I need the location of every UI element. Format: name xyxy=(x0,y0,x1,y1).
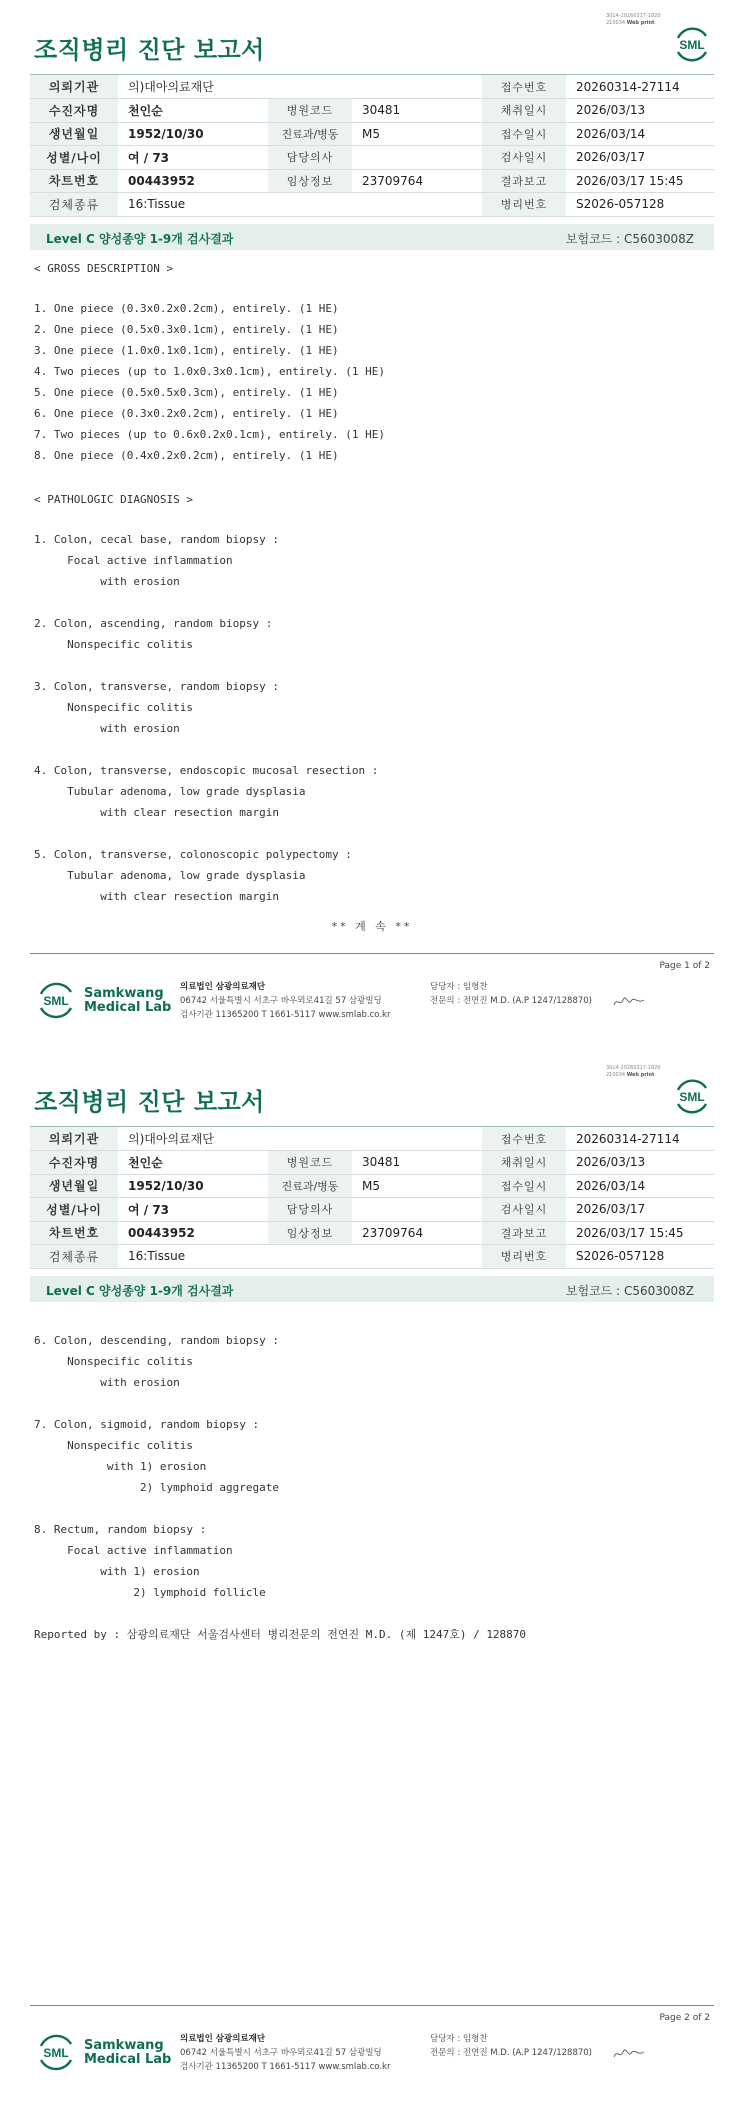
value-institution: 의)대아의료재단 xyxy=(118,75,482,99)
value-patient-name: 천인순 xyxy=(118,1151,268,1175)
text-line: Tubular adenoma, low grade dysplasia xyxy=(34,869,306,882)
info-row xyxy=(30,1245,714,1269)
label-report-date: 결과보고 xyxy=(482,1221,566,1245)
test-level-label: Level C 양성종양 1-9개 검사결과 xyxy=(46,1284,234,1298)
reported-by: Reported by : 삼광의료재단 서울검사센터 병리전문의 전연진 M.D. (제 1247호) / 128870 xyxy=(34,1628,527,1641)
staff-name: 임형찬 xyxy=(462,2034,488,2044)
org-name: 의료법인 삼광의료재단 xyxy=(180,2034,266,2044)
label-chart-no: 차트번호 xyxy=(30,169,118,193)
label-department: 진료과/병동 xyxy=(268,1174,352,1198)
diagnosis-lines xyxy=(34,529,378,907)
report-page-2 xyxy=(0,1052,744,2104)
value-hospital-code: 30481 xyxy=(352,1151,482,1175)
label-department: 진료과/병동 xyxy=(268,122,352,146)
value-receipt-date: 2026/03/14 xyxy=(566,1174,714,1198)
label-collection-date: 채취일시 xyxy=(482,99,566,123)
label-sex-age: 성별/나이 xyxy=(30,146,118,170)
text-line: Nonspecific colitis xyxy=(34,1355,193,1368)
footer-sml-logo xyxy=(36,2032,76,2072)
label-receipt-date: 접수일시 xyxy=(482,122,566,146)
specialist-label: 전문의 : xyxy=(430,2048,461,2058)
value-collection-date: 2026/03/13 xyxy=(566,99,714,123)
report-title: 조직병리 진단 보고서 xyxy=(34,36,265,64)
text-line xyxy=(34,739,378,760)
value-department: M5 xyxy=(352,1174,482,1198)
label-institution: 의뢰기관 xyxy=(30,1127,118,1151)
label-report-date: 결과보고 xyxy=(482,169,566,193)
info-row xyxy=(30,169,714,193)
value-hospital-code: 30481 xyxy=(352,99,482,123)
value-report-date: 2026/03/17 15:45 xyxy=(566,1221,714,1245)
gross-description xyxy=(34,298,385,466)
text-line: Nonspecific colitis xyxy=(34,701,193,714)
value-collection-date: 2026/03/13 xyxy=(566,1151,714,1175)
text-line: with clear resection margin xyxy=(34,806,280,819)
gross-header: < GROSS DESCRIPTION > xyxy=(34,262,174,275)
staff-label: 담당자 : xyxy=(430,2034,461,2044)
staff-label: 담당자 : xyxy=(430,982,461,992)
value-specimen: 16:Tissue xyxy=(118,1245,482,1269)
report-title: 조직병리 진단 보고서 xyxy=(34,1088,265,1116)
label-pathology-no: 병리번호 xyxy=(482,193,566,217)
stamp-line-1: 3014-20260317-1820 xyxy=(606,13,661,19)
continued-marker: ** 계 속 ** xyxy=(331,920,413,933)
text-line: 5. Colon, transverse, colonoscopic polypectomy : xyxy=(34,848,352,861)
value-pathology-no: S2026-057128 xyxy=(566,193,714,217)
text-line: Focal active inflammation xyxy=(34,1544,233,1557)
footer-brand xyxy=(84,987,171,1015)
footer-brand xyxy=(84,2039,171,2067)
label-exam-date: 검사일시 xyxy=(482,146,566,170)
label-birth-date: 생년월일 xyxy=(30,122,118,146)
svg-text:SML: SML xyxy=(679,38,705,52)
test-level-band xyxy=(30,224,714,250)
text-line: 7. Colon, sigmoid, random biopsy : xyxy=(34,1418,260,1431)
svg-text:SML: SML xyxy=(43,2046,69,2060)
label-birth-date: 생년월일 xyxy=(30,1174,118,1198)
label-collection-date: 채취일시 xyxy=(482,1151,566,1175)
value-exam-date: 2026/03/17 xyxy=(566,146,714,170)
diagnosis-lines xyxy=(34,1330,279,1603)
text-line: 2) lymphoid follicle xyxy=(34,1586,266,1599)
text-line: 3. Colon, transverse, random biopsy : xyxy=(34,680,280,693)
label-receipt-no: 접수번호 xyxy=(482,1127,566,1151)
stamp-line-1: 3014-20260317-1820 xyxy=(606,1065,661,1071)
signature-image xyxy=(612,2047,646,2061)
org-name: 의료법인 삼광의료재단 xyxy=(180,982,266,992)
text-line: Tubular adenoma, low grade dysplasia xyxy=(34,785,306,798)
address: 06742 서울특별시 서초구 바우뫼로41길 57 삼광빌딩 xyxy=(180,2048,382,2058)
value-doctor xyxy=(352,146,482,170)
value-report-date: 2026/03/17 15:45 xyxy=(566,169,714,193)
info-row xyxy=(30,75,714,99)
lab-info: 검사기관 11365200 T 1661-5117 www.smlab.co.kr xyxy=(180,1010,391,1020)
label-chart-no: 차트번호 xyxy=(30,1221,118,1245)
label-pathology-no: 병리번호 xyxy=(482,1245,566,1269)
value-clinical-info: 23709764 xyxy=(352,169,482,193)
patient-info-table xyxy=(30,75,714,217)
text-line: with 1) erosion xyxy=(34,1460,207,1473)
label-patient-name: 수진자명 xyxy=(30,1151,118,1175)
insurance-code: 보험코드 : C5603008Z xyxy=(565,1284,694,1298)
label-institution: 의뢰기관 xyxy=(30,75,118,99)
info-row xyxy=(30,122,714,146)
text-line: with erosion xyxy=(34,1376,180,1389)
stamp-line-2: 210034 xyxy=(606,20,626,26)
value-receipt-date: 2026/03/14 xyxy=(566,122,714,146)
text-line xyxy=(34,823,378,844)
value-birth-date: 1952/10/30 xyxy=(118,1174,268,1198)
text-line: 8. Rectum, random biopsy : xyxy=(34,1523,207,1536)
specialist-name: 전연진 M.D. (A.P 1247/128870) xyxy=(462,996,592,1006)
value-department: M5 xyxy=(352,122,482,146)
specialist-name: 전연진 M.D. (A.P 1247/128870) xyxy=(462,2048,592,2058)
footer-address xyxy=(180,2032,390,2074)
brand-line-2: Medical Lab xyxy=(84,2052,172,2067)
text-line: 6. Colon, descending, random biopsy : xyxy=(34,1334,280,1347)
text-line: 2. One piece (0.5x0.3x0.1cm), entirely. (1 HE) xyxy=(34,323,339,336)
address: 06742 서울특별시 서초구 바우뫼로41길 57 삼광빌딩 xyxy=(180,996,382,1006)
info-row xyxy=(30,146,714,170)
label-patient-name: 수진자명 xyxy=(30,99,118,123)
label-specimen: 검체종류 xyxy=(30,1245,118,1269)
insurance-code: 보험코드 : C5603008Z xyxy=(565,232,694,246)
brand-line-1: Samkwang xyxy=(84,986,164,1001)
value-pathology-no: S2026-057128 xyxy=(566,1245,714,1269)
stamp-web: Web print xyxy=(626,1072,655,1078)
brand-line-1: Samkwang xyxy=(84,2038,164,2053)
page-number: Page 2 of 2 xyxy=(659,2013,710,2023)
text-line: Nonspecific colitis xyxy=(34,1439,193,1452)
text-line: with 1) erosion xyxy=(34,1565,200,1578)
footer-signatures xyxy=(430,980,592,1008)
text-line: 1. One piece (0.3x0.2x0.2cm), entirely. (1 HE) xyxy=(34,302,339,315)
text-line: 8. One piece (0.4x0.2x0.2cm), entirely. (1 HE) xyxy=(34,449,339,462)
info-row xyxy=(30,1127,714,1151)
label-clinical-info: 임상정보 xyxy=(268,169,352,193)
value-doctor xyxy=(352,1198,482,1222)
value-clinical-info: 23709764 xyxy=(352,1221,482,1245)
staff-name: 임형찬 xyxy=(462,982,488,992)
value-chart-no: 00443952 xyxy=(118,1221,268,1245)
page-number: Page 1 of 2 xyxy=(659,961,710,971)
value-institution: 의)대아의료재단 xyxy=(118,1127,482,1151)
label-receipt-no: 접수번호 xyxy=(482,75,566,99)
value-sex-age: 여 / 73 xyxy=(118,146,268,170)
text-line: with erosion xyxy=(34,575,180,588)
text-line xyxy=(34,1498,279,1519)
label-doctor: 담당의사 xyxy=(268,1198,352,1222)
label-doctor: 담당의사 xyxy=(268,146,352,170)
label-clinical-info: 임상정보 xyxy=(268,1221,352,1245)
value-specimen: 16:Tissue xyxy=(118,193,482,217)
info-row xyxy=(30,193,714,217)
info-row xyxy=(30,1198,714,1222)
sml-logo xyxy=(672,1076,712,1116)
value-chart-no: 00443952 xyxy=(118,169,268,193)
value-sex-age: 여 / 73 xyxy=(118,1198,268,1222)
test-level-band xyxy=(30,1276,714,1302)
text-line: 5. One piece (0.5x0.5x0.3cm), entirely. (1 HE) xyxy=(34,386,339,399)
text-line xyxy=(34,592,378,613)
patient-info-table xyxy=(30,1127,714,1269)
text-line: 1. Colon, cecal base, random biopsy : xyxy=(34,533,280,546)
text-line: 6. One piece (0.3x0.2x0.2cm), entirely. (1 HE) xyxy=(34,407,339,420)
text-line: 7. Two pieces (up to 0.6x0.2x0.1cm), entirely. (1 HE) xyxy=(34,428,385,441)
footer-divider xyxy=(30,953,714,954)
footer-signatures xyxy=(430,2032,592,2060)
info-row xyxy=(30,1221,714,1245)
text-line: 2. Colon, ascending, random biopsy : xyxy=(34,617,273,630)
svg-text:SML: SML xyxy=(679,1090,705,1104)
info-row xyxy=(30,1174,714,1198)
text-line: 4. Colon, transverse, endoscopic mucosal resection : xyxy=(34,764,379,777)
value-patient-name: 천인순 xyxy=(118,99,268,123)
value-receipt-no: 20260314-27114 xyxy=(566,1127,714,1151)
text-line xyxy=(34,655,378,676)
value-birth-date: 1952/10/30 xyxy=(118,122,268,146)
stamp-web: Web print xyxy=(626,20,655,26)
footer-divider xyxy=(30,2005,714,2006)
signature-image xyxy=(612,995,646,1009)
info-row xyxy=(30,1151,714,1175)
text-line: 3. One piece (1.0x0.1x0.1cm), entirely. (1 HE) xyxy=(34,344,339,357)
info-row xyxy=(30,99,714,123)
footer-address xyxy=(180,980,390,1022)
text-line: 2) lymphoid aggregate xyxy=(34,1481,280,1494)
text-line xyxy=(34,1393,279,1414)
label-hospital-code: 병원코드 xyxy=(268,1151,352,1175)
svg-text:SML: SML xyxy=(43,994,69,1008)
diagnosis-header: < PATHOLOGIC DIAGNOSIS > xyxy=(34,493,193,506)
label-sex-age: 성별/나이 xyxy=(30,1198,118,1222)
lab-info: 검사기관 11365200 T 1661-5117 www.smlab.co.kr xyxy=(180,2062,391,2072)
label-specimen: 검체종류 xyxy=(30,193,118,217)
test-level-label: Level C 양성종양 1-9개 검사결과 xyxy=(46,232,234,246)
footer-sml-logo xyxy=(36,980,76,1020)
label-exam-date: 검사일시 xyxy=(482,1198,566,1222)
text-line: with erosion xyxy=(34,722,180,735)
label-hospital-code: 병원코드 xyxy=(268,99,352,123)
text-line: 4. Two pieces (up to 1.0x0.3x0.1cm), entirely. (1 HE) xyxy=(34,365,385,378)
sml-logo xyxy=(672,24,712,64)
label-receipt-date: 접수일시 xyxy=(482,1174,566,1198)
stamp-line-2: 210034 xyxy=(606,1072,626,1078)
specialist-label: 전문의 : xyxy=(430,996,461,1006)
text-line: Nonspecific colitis xyxy=(34,638,193,651)
text-line: Focal active inflammation xyxy=(34,554,233,567)
value-receipt-no: 20260314-27114 xyxy=(566,75,714,99)
text-line: with clear resection margin xyxy=(34,890,280,903)
value-exam-date: 2026/03/17 xyxy=(566,1198,714,1222)
brand-line-2: Medical Lab xyxy=(84,1000,172,1015)
